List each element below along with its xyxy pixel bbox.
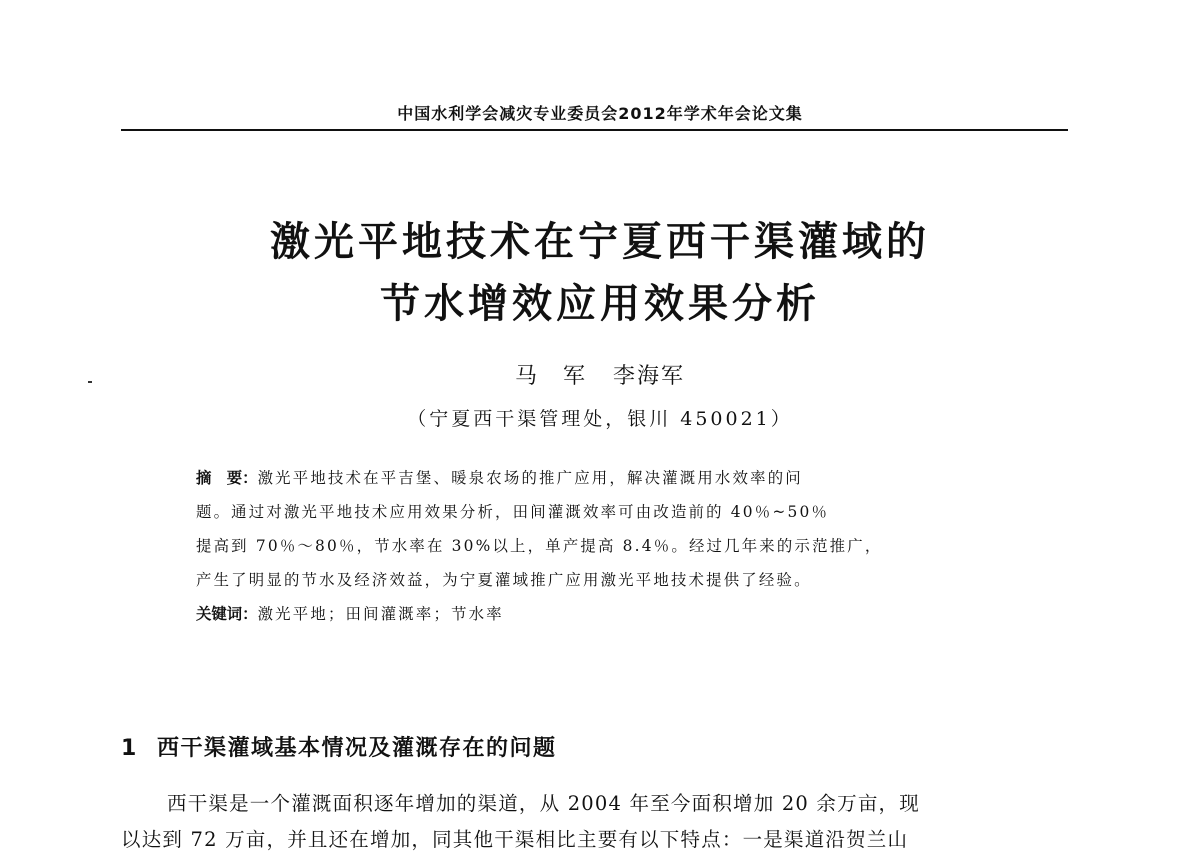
paper-title-line-1: 激光平地技术在宁夏西干渠灌域的 — [270, 219, 930, 265]
keywords-label: 关键词： — [196, 605, 258, 623]
header-rule — [121, 129, 1068, 131]
section-number: 1 — [121, 736, 138, 761]
section-title: 西干渠灌域基本情况及灌溉存在的问题 — [157, 736, 557, 761]
abstract-text: 激光平地技术在平吉堡、暖泉农场的推广应用，解决灌溉用水效率的问 — [257, 469, 803, 487]
body-text: 以达到 72 万亩，并且还在增加，同其他干渠相比主要有以下特点：一是渠道沿贺兰山 — [121, 828, 909, 851]
body-paragraph — [121, 786, 1071, 858]
running-header: 中国水利学会减灾专业委员会2012年学术年会论文集 — [397, 104, 803, 123]
abstract-line — [196, 563, 996, 597]
author-list — [0, 359, 1200, 390]
abstract-text: 题。通过对激光平地技术应用效果分析，田间灌溉效率可由改造前的 40％~50％ — [196, 503, 830, 521]
abstract-line — [196, 495, 996, 529]
abstract-block — [196, 461, 996, 631]
keywords-text: 激光平地；田间灌溉率；节水率 — [257, 605, 504, 623]
abstract-text: 产生了明显的节水及经济效益，为宁夏灌域推广应用激光平地技术提供了经验。 — [196, 571, 812, 589]
abstract-label: 摘 要： — [196, 469, 258, 487]
abstract-line — [196, 461, 996, 495]
abstract-text: 提高到 70％～80％，节水率在 30%以上，单产提高 8.4％。经过几年来的示范推广， — [196, 537, 883, 555]
abstract-line — [196, 529, 996, 563]
keywords-line — [196, 597, 996, 631]
body-line — [121, 786, 1071, 822]
affiliation: （宁夏西干渠管理处，银川 450021） — [407, 408, 793, 430]
paper-title-line-2: 节水增效应用效果分析 — [380, 281, 820, 327]
author-name: 李海军 — [613, 364, 686, 389]
body-line — [121, 822, 1071, 858]
section-heading — [121, 731, 557, 762]
body-text: 西干渠是一个灌溉面积逐年增加的渠道，从 2004 年至今面积增加 20 余万亩，现 — [167, 792, 920, 815]
author-name: 马 军 — [514, 364, 587, 389]
